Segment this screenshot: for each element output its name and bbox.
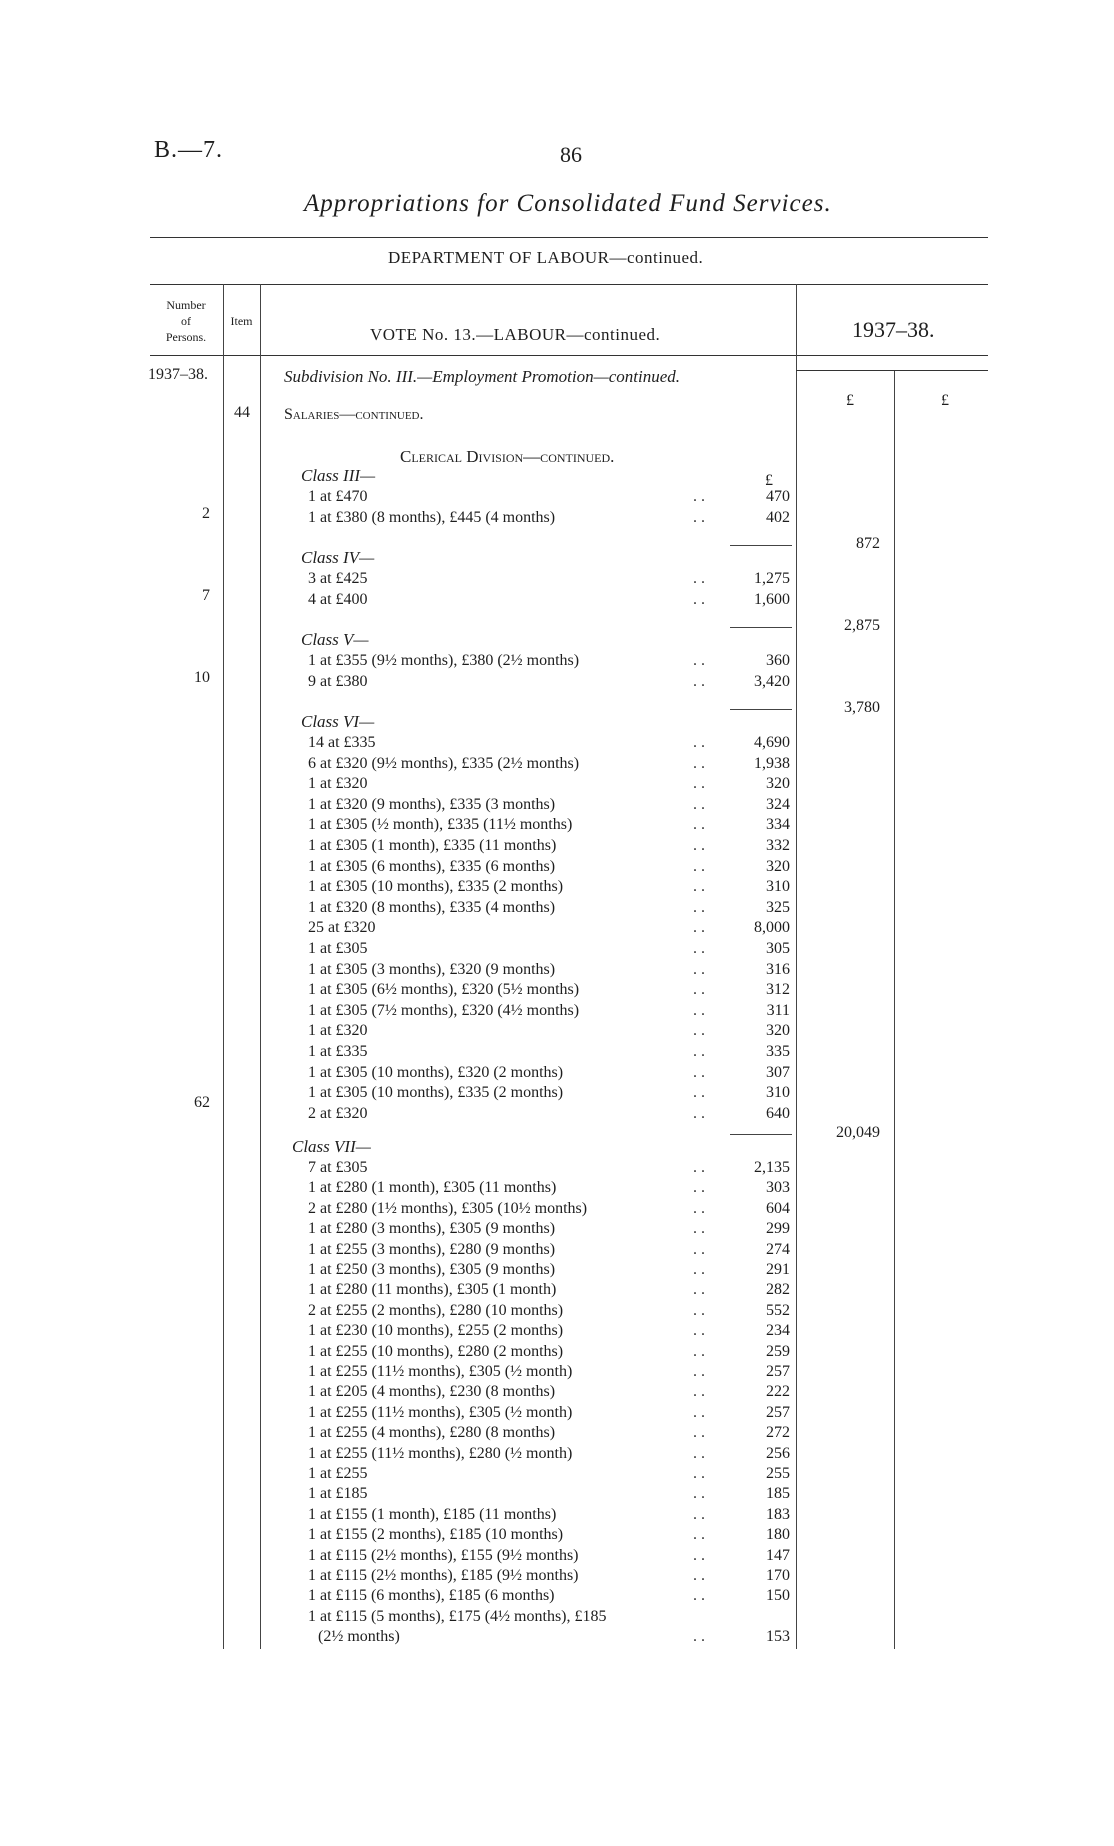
line-amount: 311 [766,1001,790,1019]
leader-dots: . . [693,1281,705,1299]
table-row [0,1505,1114,1525]
table-row [0,898,1114,918]
table-row [0,1382,1114,1402]
item-header: Item [230,314,253,328]
leader-dots: . . [693,1104,705,1122]
class-subtotal: 872 [856,535,880,552]
leader-dots: . . [693,1322,705,1340]
leader-dots: . . [693,1159,705,1176]
leader-dots: . . [693,1587,705,1605]
leader-dots: . . [693,878,705,896]
line-amount: 153 [766,1628,790,1646]
vote-header: VOTE No. 13.—LABOUR—continued. [370,325,661,344]
leader-dots: . . [693,1179,705,1197]
rate-description: 1 at £335 [308,1043,368,1060]
rate-description: 1 at £255 (11½ months), £305 (½ month) [308,1403,573,1421]
table-row [0,1464,1114,1484]
rate-description: 14 at £335 [308,734,376,751]
leader-dots: . . [693,1043,705,1060]
table-row [0,836,1114,856]
line-amount: 360 [766,652,790,669]
leader-dots: . . [693,1022,705,1040]
table-row [0,1525,1114,1545]
table-row [0,1158,1114,1178]
line-amount: 8,000 [754,919,790,937]
line-amount: 325 [766,898,790,916]
rate-description: 2 at £255 (2 months), £280 (10 months) [308,1301,564,1319]
persons-year: 1937–38. [148,366,208,383]
line-amount: 274 [766,1240,790,1258]
leader-dots: . . [693,795,705,813]
line-amount: 256 [766,1444,790,1462]
table-row [0,1627,1114,1647]
table-row [0,1342,1114,1362]
leader-dots: . . [693,1001,705,1019]
table-row [0,1219,1114,1239]
rate-description: 1 at £255 (10 months), £280 (2 months) [308,1342,564,1360]
leader-dots: . . [693,1444,705,1462]
rate-description: 1 at £230 (10 months), £255 (2 months) [308,1322,564,1340]
number-of-persons: 10 [194,669,210,686]
line-amount: 332 [766,837,790,854]
table-row [0,1321,1114,1341]
page-number: 86 [560,142,582,167]
line-amount: 1,275 [754,570,790,587]
table-row [0,1042,1114,1062]
number-of-persons-header: Number of Persons. [165,298,207,344]
line-amount: 552 [766,1301,790,1319]
table-row [0,1240,1114,1260]
year-header: 1937–38. [852,317,935,342]
table-row [0,918,1114,938]
number-of-persons: 7 [202,587,210,604]
line-amount: 255 [766,1465,790,1482]
line-amount: 334 [766,816,790,834]
leader-dots: . . [693,1342,705,1360]
line-amount: 312 [766,981,790,999]
table-row [0,1063,1114,1083]
pound-sign-subtotal: £ [846,392,854,409]
rate-description: 1 at £115 (5 months), £175 (4½ months), £185 [308,1607,607,1625]
rate-description: 1 at £255 [308,1465,368,1482]
line-amount: 2,135 [754,1159,790,1176]
table-row [0,1403,1114,1423]
leader-dots: . . [693,1403,705,1421]
table-row [0,1280,1114,1300]
table-row [0,651,1114,671]
leader-dots: . . [693,1485,705,1503]
line-amount: 310 [766,878,790,896]
line-amount: 3,420 [754,672,790,690]
rate-description: 4 at £400 [308,590,368,608]
rate-description: 1 at £255 (11½ months), £280 (½ month) [308,1444,573,1462]
leader-dots: . . [693,590,705,608]
leader-dots: . . [693,734,705,751]
rate-description: 1 at £280 (3 months), £305 (9 months) [308,1220,556,1238]
line-amount: 470 [766,488,790,505]
leader-dots: . . [693,837,705,854]
number-of-persons: 62 [194,1094,210,1111]
table-row [0,980,1114,1000]
table-row [0,1362,1114,1382]
rate-description: 1 at £115 (2½ months), £155 (9½ months) [308,1546,579,1564]
class-heading: Class IV— [301,548,375,567]
leader-dots: . . [693,940,705,957]
table-row [0,1423,1114,1443]
leader-dots: . . [693,1063,705,1081]
leader-dots: . . [693,1383,705,1401]
rate-description: 1 at £185 [308,1485,368,1503]
line-amount: 307 [766,1063,790,1081]
rate-description: 1 at £470 [308,488,368,505]
table-row [0,754,1114,774]
leader-dots: . . [693,1546,705,1564]
rate-description: 1 at £305 [308,940,368,957]
line-amount: 234 [766,1322,790,1340]
line-amount: 272 [766,1424,790,1442]
leader-dots: . . [693,775,705,793]
line-amount: 640 [766,1104,790,1122]
table-row [0,795,1114,815]
table-row [0,877,1114,897]
rate-description: 1 at £280 (1 month), £305 (11 months) [308,1179,557,1197]
rate-description: 1 at £115 (2½ months), £185 (9½ months) [308,1567,579,1584]
line-amount: 170 [766,1567,790,1584]
line-amount: 320 [766,857,790,875]
leader-dots: . . [693,1301,705,1319]
leader-dots: . . [693,1526,705,1544]
table-row [0,487,1114,507]
line-amount: 299 [766,1220,790,1238]
department-heading: DEPARTMENT OF LABOUR—continued. [388,248,704,267]
leader-dots: . . [693,857,705,875]
table-top-rule [150,284,988,285]
class-heading: Class VII— [292,1137,371,1156]
table-row [0,815,1114,835]
leader-dots: . . [693,1084,705,1102]
rate-description: 1 at £305 (10 months), £335 (2 months) [308,878,564,896]
line-amount: 305 [766,940,790,957]
leader-dots: . . [693,570,705,587]
line-amount: 259 [766,1342,790,1360]
table-row [0,733,1114,753]
rate-description: 2 at £320 [308,1104,368,1122]
line-amount: 282 [766,1281,790,1299]
table-row [0,1301,1114,1321]
subdivision-heading: Subdivision No. III.—Employment Promotion—continued. [284,367,680,386]
table-row [0,1546,1114,1566]
rate-description: 1 at £205 (4 months), £230 (8 months) [308,1383,556,1401]
leader-dots: . . [693,488,705,505]
leader-dots: . . [693,1261,705,1278]
division-heading: Clerical Division—continued. [400,447,615,466]
rate-description: 1 at £115 (6 months), £185 (6 months) [308,1587,555,1605]
leader-dots: . . [693,1567,705,1584]
rate-description: 1 at £305 (6 months), £335 (6 months) [308,857,556,875]
leader-dots: . . [693,816,705,834]
line-amount: 257 [766,1363,790,1380]
rate-description: 2 at £280 (1½ months), £305 (10½ months) [308,1199,588,1217]
leader-dots: . . [693,898,705,916]
pound-sign-detail: £ [765,472,773,489]
rate-description: 1 at £355 (9½ months), £380 (2½ months) [308,652,580,669]
rate-description: 1 at £320 [308,1022,368,1040]
table-row [0,939,1114,959]
leader-dots: . . [693,981,705,999]
rate-description: 1 at £280 (11 months), £305 (1 month) [308,1281,557,1299]
rate-description: 1 at £250 (3 months), £305 (9 months) [308,1261,556,1278]
rate-description: 1 at £305 (½ month), £335 (11½ months) [308,816,573,834]
leader-dots: . . [693,508,705,526]
class-subtotal: 2,875 [844,617,880,634]
number-of-persons: 2 [202,505,210,522]
title-rule [150,237,988,238]
line-amount: 310 [766,1084,790,1102]
class-subtotal: 20,049 [836,1124,880,1141]
rate-description: 1 at £305 (6½ months), £320 (5½ months) [308,981,580,999]
leader-dots: . . [693,1465,705,1482]
line-amount: 291 [766,1261,790,1278]
page-reference: B.—7. [154,137,224,163]
leader-dots: . . [693,754,705,772]
line-amount: 180 [766,1526,790,1544]
line-amount: 303 [766,1179,790,1197]
table-row [0,960,1114,980]
line-amount: 4,690 [754,734,790,751]
table-row [0,1199,1114,1219]
line-amount: 402 [766,508,790,526]
class-subtotal: 3,780 [844,699,880,716]
line-amount: 324 [766,795,790,813]
rate-description: 1 at £380 (8 months), £445 (4 months) [308,508,556,526]
leader-dots: . . [693,1363,705,1380]
rate-description: 1 at £255 (3 months), £280 (9 months) [308,1240,556,1258]
rate-description: 1 at £305 (3 months), £320 (9 months) [308,960,556,978]
line-amount: 150 [766,1587,790,1605]
table-row [0,1566,1114,1586]
rate-description: 1 at £305 (10 months), £320 (2 months) [308,1063,564,1081]
rate-description: 9 at £380 [308,672,368,690]
leader-dots: . . [693,652,705,669]
table-row [0,1607,1114,1627]
leader-dots: . . [693,1240,705,1258]
table-row [0,1484,1114,1504]
table-row [0,1178,1114,1198]
rate-description: 7 at £305 [308,1159,368,1176]
rate-description: 1 at £320 (8 months), £335 (4 months) [308,898,556,916]
table-header-rule [150,355,988,356]
item-number: 44 [234,404,250,421]
line-amount: 604 [766,1199,790,1217]
leader-dots: . . [693,1628,705,1646]
rate-description: 1 at £305 (7½ months), £320 (4½ months) [308,1001,580,1019]
table-row [0,857,1114,877]
rate-description: 1 at £255 (11½ months), £305 (½ month) [308,1363,573,1380]
class-heading: Class V— [301,630,369,649]
line-amount: 183 [766,1505,790,1523]
rate-description: 1 at £155 (2 months), £185 (10 months) [308,1526,564,1544]
line-amount: 257 [766,1403,790,1421]
class-heading: Class III— [301,466,376,485]
leader-dots: . . [693,1199,705,1217]
rate-description: 1 at £305 (10 months), £335 (2 months) [308,1084,564,1102]
page-title: Appropriations for Consolidated Fund Services. [304,190,832,217]
leader-dots: . . [693,1220,705,1238]
line-amount: 185 [766,1485,790,1503]
leader-dots: . . [693,1505,705,1523]
table-row [0,1260,1114,1280]
rate-description: 1 at £305 (1 month), £335 (11 months) [308,837,557,854]
rate-description: (2½ months) [318,1628,400,1646]
line-amount: 320 [766,775,790,793]
salaries-heading: Salaries—continued. [284,406,424,423]
leader-dots: . . [693,672,705,690]
rate-description: 1 at £320 [308,775,368,793]
table-row [0,1001,1114,1021]
line-amount: 222 [766,1383,790,1401]
table-row [0,569,1114,589]
year-column-rule [796,370,988,371]
table-row [0,1586,1114,1606]
line-amount: 147 [766,1546,790,1564]
line-amount: 1,938 [754,754,790,772]
leader-dots: . . [693,919,705,937]
line-amount: 316 [766,960,790,978]
leader-dots: . . [693,1424,705,1442]
rate-description: 1 at £255 (4 months), £280 (8 months) [308,1424,556,1442]
leader-dots: . . [693,960,705,978]
line-amount: 1,600 [754,590,790,608]
line-amount: 320 [766,1022,790,1040]
line-amount: 335 [766,1043,790,1060]
rate-description: 6 at £320 (9½ months), £335 (2½ months) [308,754,580,772]
table-row [0,774,1114,794]
table-row [0,1444,1114,1464]
pound-sign-total: £ [941,392,949,409]
table-row [0,1021,1114,1041]
rate-description: 1 at £155 (1 month), £185 (11 months) [308,1505,557,1523]
rate-description: 1 at £320 (9 months), £335 (3 months) [308,795,556,813]
class-heading: Class VI— [301,712,375,731]
rate-description: 25 at £320 [308,919,376,937]
rate-description: 3 at £425 [308,570,368,587]
